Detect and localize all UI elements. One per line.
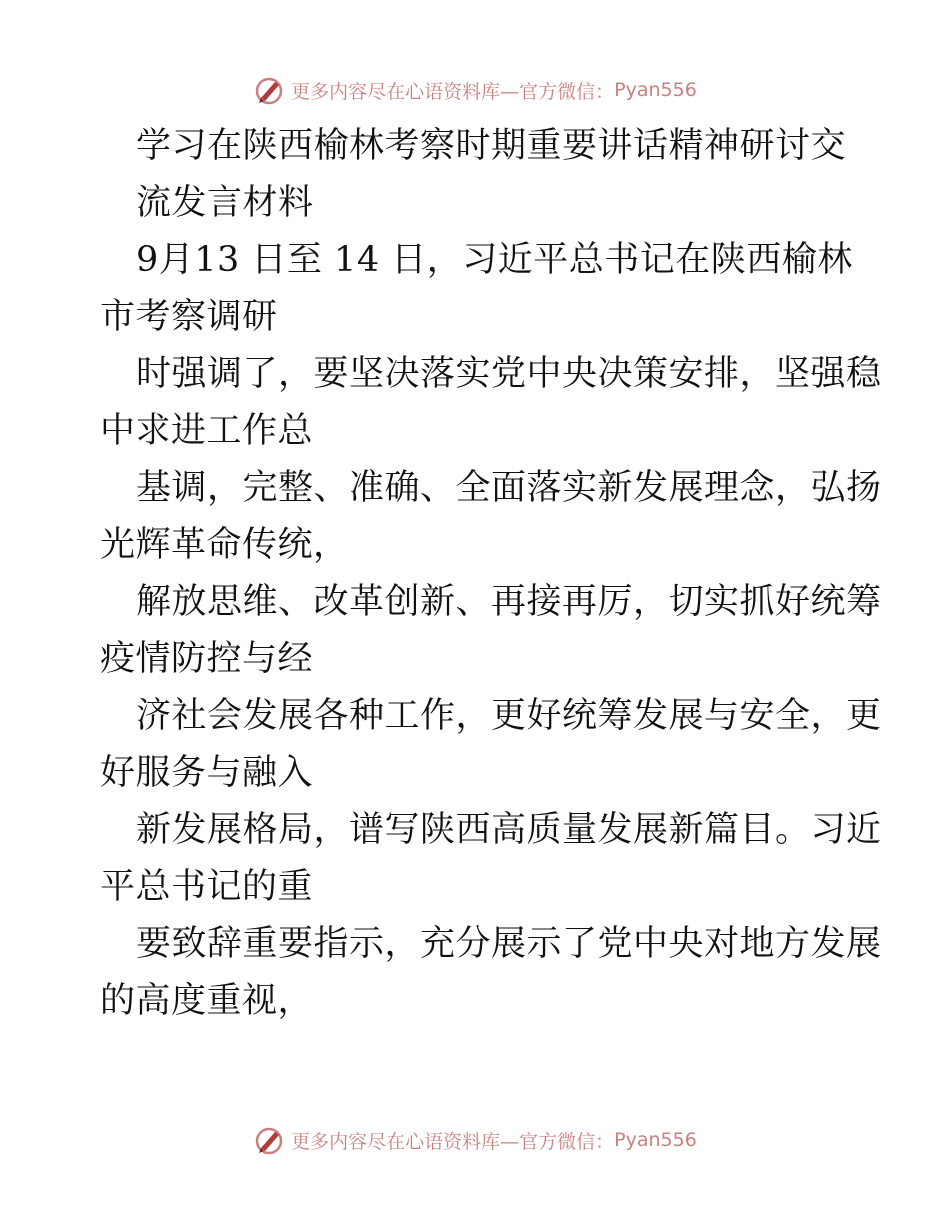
watermark-contact: Pyan556 xyxy=(614,79,697,101)
paragraph-line: 中求进工作总 xyxy=(100,411,314,451)
pen-logo-icon xyxy=(253,74,285,106)
paragraph-line: 济社会发展各种工作，更好统筹发展与安全，更 xyxy=(136,696,882,736)
paragraph-line: 平总书记的重 xyxy=(100,867,314,907)
paragraph-line: 好服务与融入 xyxy=(100,753,314,793)
paragraph-line: 疫情防控与经 xyxy=(100,639,314,679)
paragraph-line: 流发言材料 xyxy=(136,183,314,223)
watermark-text: 更多内容尽在心语资料库—官方微信： xyxy=(291,1130,615,1153)
paragraph-line: 时强调了，要坚决落实党中央决策安排，坚强稳 xyxy=(136,354,882,394)
watermark-header xyxy=(0,70,950,110)
paragraph-line: 光辉革命传统， xyxy=(100,525,349,565)
paragraph-line: 解放思维、改革创新、再接再厉，切实抓好统筹 xyxy=(136,582,882,622)
document-body xyxy=(100,118,882,1030)
paragraph-line: 市考察调研 xyxy=(100,297,278,337)
watermark-text: 更多内容尽在心语资料库—官方微信： xyxy=(291,80,615,103)
paragraph-line: 新发展格局，谱写陕西高质量发展新篇目。习近 xyxy=(136,810,882,850)
watermark-contact: Pyan556 xyxy=(614,1129,697,1151)
paragraph-line: 学习在陕西榆林考察时期重要讲话精神研讨交 xyxy=(136,126,847,166)
paragraph-line: 基调，完整、准确、全面落实新发展理念，弘扬 xyxy=(136,468,882,508)
paragraph-line: 的高度重视， xyxy=(100,981,314,1021)
paragraph-line: 要致辞重要指示，充分展示了党中央对地方发展 xyxy=(136,924,882,964)
paragraph-line: 9月13 日至 14 日，习近平总书记在陕西榆林 xyxy=(136,240,853,280)
pen-logo-icon xyxy=(253,1124,285,1156)
watermark-footer xyxy=(0,1120,950,1160)
